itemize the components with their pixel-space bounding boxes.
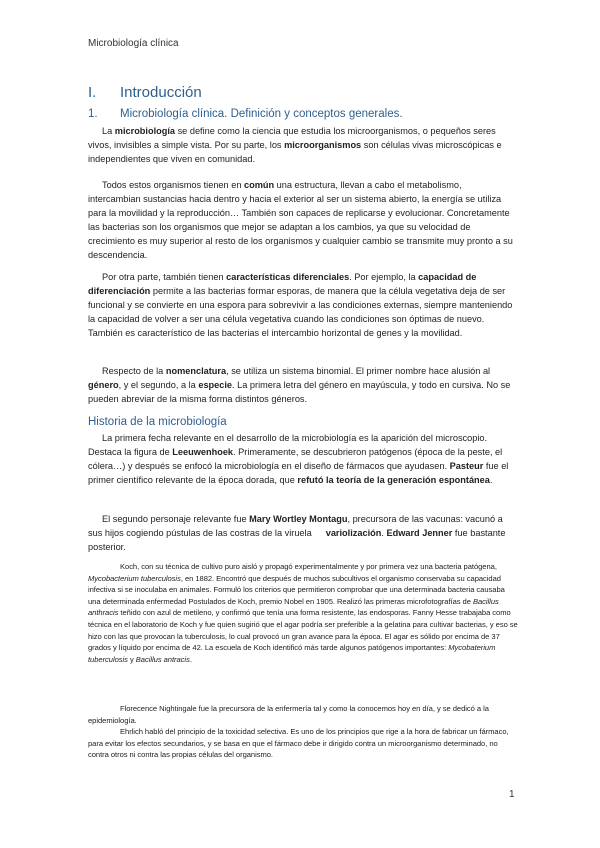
running-header: Microbiología clínica	[88, 38, 179, 49]
paragraph-definition: La microbiología se define como la ciencia que estudia los microorganismos, o pequeños seres vivos, invisibles a simple vista. Por su parte, los microorganismos son células vivas microscópicas e independientes que viven en comunidad.	[88, 126, 502, 164]
section-heading	[88, 84, 202, 101]
paragraph-differential: Por otra parte, también tienen características diferenciales. Por ejemplo, la capacidad de diferenciación permite a las bacterias formar esporas, de manera que la célula vegetativa deja de ser funcional y se convierte en una espora para sobrevivir a las condiciones externas, siempre manteniendo la capacidad de volver a ser una célula vegetativa cuando las condiciones son óptimas de nuevo. También es característico de las bacterias el intercambio horizontal de genes y la movilidad.	[88, 272, 513, 338]
paragraph-characteristics: Todos estos organismos tienen en común una estructura, llevan a cabo el metabolismo, intercambian sustancias hacia dentro y hacia el exterior al ser un sistema abierto, la energía se utiliza para la movilidad y la reproducción… También son capaces de replicarse y evolucionar. Concretamente las bacterias son los organismos que mejor se adaptan a los cambios, ya que su velocidad de crecimiento es muy superior al resto de los organismos y cualquier cambio se transmite muy pronto a su descendencia.	[88, 180, 513, 260]
history-heading: Historia de la microbiología	[88, 416, 227, 428]
subsection-number: 1.	[88, 108, 98, 120]
paragraph-nightingale: Florecence Nightingale fue la precursora de la enfermería tal y como la conocemos hoy en día, y se dedicó a la epidemiología.	[88, 704, 489, 725]
paragraph-koch: Koch, con su técnica de cultivo puro aisló y propagó experimentalmente y por primera vez una bacteria patógena, Mycobacterium tuberculosis, en 1882. Encontró que después de muchos subcultivos el organismo conservaba su capacidad infectiva si se inoculaba en animales. Formuló los criterios que permitieron comprobar que una determinada bacteria causaba una determinada enfermedad Postulados de Koch, premio Nobel en 1905. Realizó las primeras microfotografías de Bacillus anthracis teñido con azul de metileno, y confirmó que tenía una forma resistente, las endosporas. Fanny Hesse trabajaba como técnica en el laboratorio de Koch y fue quien sugirió que el agar podría ser preferible a la gelatina para cultivar bacterias, y eso se hizo con las que provocan la tuberculosis, lo cual provocó un gran avance para la época. El agar es sólido por encima de 37 grados y líquido por encima de 42. La escuela de Koch identificó más tarde algunos patógenos importantes: Mycobaterium tuberculosis y Bacillus antracis.	[88, 562, 518, 664]
paragraph-ehrlich: Ehrlich habló del principio de la toxicidad selectiva. Es uno de los principios que rige a la hora de fabricar un fármaco, para evitar los efectos secundarios, y se basa en que el fármaco debe ir dirigido contra un microorganismo determinado, no contra otros ni contra las propias células del organismo.	[88, 727, 509, 760]
subsection-heading	[88, 108, 403, 120]
page-number: 1	[509, 789, 515, 800]
paragraph-microscope: La primera fecha relevante en el desarrollo de la microbiología es la aparición del microscopio. Destaca la figura de Leeuwenhoek. Primeramente, se descubrieron patógenos (época de la peste, el cólera…) y después se enfocó la microbiología en el diseño de fármacos que ayudasen. Pasteur fue el primer científico relevante de la época dorada, que refutó la teoría de la generación espontánea.	[88, 433, 509, 485]
paragraph-montagu: El segundo personaje relevante fue Mary Wortley Montagu, precursora de las vacunas: vacunó a sus hijos cogiendo pústulas de las costras de la viruela variolización. Edward Jenner fue bastante posterior.	[88, 514, 506, 552]
section-number: I.	[88, 84, 97, 101]
paragraph-nomenclature: Respecto de la nomenclatura, se utiliza un sistema binomial. El primer nombre hace alusión al género, y el segundo, a la especie. La primera letra del género en mayúscula, y todo en cursiva. No se pueden abreviar de la misma forma distintos géneros.	[88, 366, 511, 404]
section-title: Introducción	[120, 84, 202, 101]
subsection-title: Microbiología clínica. Definición y conceptos generales.	[120, 108, 403, 120]
